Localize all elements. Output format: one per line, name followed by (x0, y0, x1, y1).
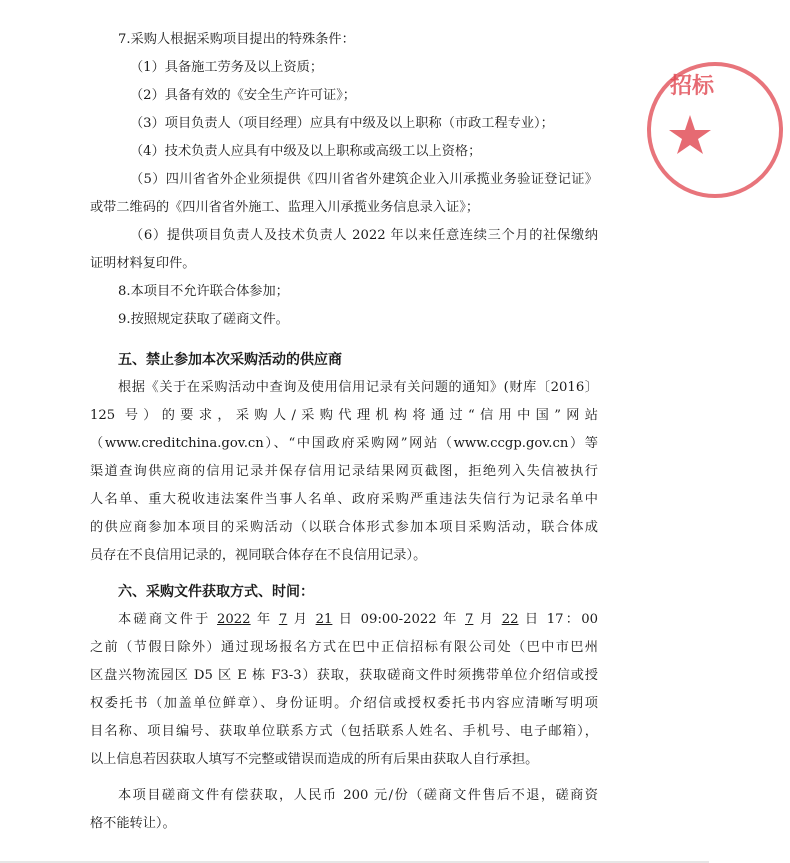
section-6-date-line (118, 610, 598, 630)
start-day: 21 (315, 612, 333, 627)
section-5-para-line-3: （www.creditchina.gov.cn）、“中国政府采购网”网站（www.ccgp.gov.cn）等 (90, 436, 598, 451)
section-6-para-line-5: 目名称、项目编号、获取单位联系方式（包括联系人姓名、手机号、电子邮箱）， (90, 724, 598, 739)
section-5-para-line-6: 的供应商参加本项目的采购活动（以联合体形式参加本项目采购活动，联合体成 (90, 520, 598, 535)
condition-7-5: （5）四川省省外企业须提供《四川省省外建筑企业入川承揽业务验证登记证》 (130, 172, 598, 187)
section-5-para-line-5: 人名单、重大税收违法案件当事人名单、政府采购严重违法失信行为记录名单中 (90, 492, 598, 507)
month-label: 月 (287, 612, 316, 627)
condition-7-5-cont: 或带二维码的《四川省省外施工、监理入川承揽业务信息录入证》； (90, 200, 480, 215)
section-5-para-line-1: 根据《关于在采购活动中查询及使用信用记录有关问题的通知》(财库〔2016〕 (118, 380, 598, 395)
condition-7-2: （2）具备有效的《安全生产许可证》； (130, 88, 356, 103)
condition-7-6: （6）提供项目负责人及技术负责人 2022 年以来任意连续三个月的社保缴纳 (130, 228, 598, 243)
start-month: 7 (278, 612, 288, 627)
end-month: 7 (465, 612, 474, 627)
section-6-fee-line-1: 本项目磋商文件有偿获取，人民币 200 元/份（磋商文件售后不退，磋商资 (118, 788, 598, 803)
section-5-para-line-4: 渠道查询供应商的信用记录并保存信用记录结果网页截图，拒绝列入失信被执行 (90, 464, 598, 479)
condition-7-1: （1）具备施工劳务及以上资质； (130, 60, 324, 75)
section-5-para-line-7: 员存在不良信用记录的，视同联合体存在不良信用记录）。 (90, 548, 427, 563)
month-label-2: 月 (473, 612, 502, 627)
time-range: 日 09:00-2022 年 (332, 612, 465, 627)
svg-text:招标: 招标 (670, 74, 715, 99)
section-6-heading: 六、采购文件获取方式、时间： (118, 584, 314, 600)
condition-7-6-cont: 证明材料复印件。 (90, 256, 196, 271)
section-6-para-line-6: 以上信息若因获取人填写不完整或错误而造成的所有后果由获取人自行承担。 (90, 752, 539, 767)
section-5-heading: 五、禁止参加本次采购活动的供应商 (118, 352, 342, 368)
condition-8: 8.本项目不允许联合体参加； (118, 284, 289, 299)
end-day: 22 (501, 612, 519, 627)
end-time: 日 17：00 (518, 612, 599, 627)
year-label: 年 (250, 612, 279, 627)
condition-7-4: （4）技术负责人应具有中级及以上职称或高级工以上资格； (130, 144, 482, 159)
section-6-para-line-4: 权委托书（加盖单位鲜章）、身份证明。介绍信或授权委托书内容应清晰写明项 (90, 696, 598, 711)
section-5-para-line-2: 125 号）的要求，采购人/采购代理机构将通过“信用中国”网站 (90, 408, 598, 423)
date-prefix: 本磋商文件于 (118, 612, 218, 627)
condition-7-3: （3）项目负责人（项目经理）应具有中级及以上职称（市政工程专业）； (130, 116, 554, 131)
section-6-para-line-2: 之前（节假日除外）通过现场报名方式在巴中正信招标有限公司处（巴中市巴州 (90, 640, 598, 655)
section-6-para-line-3: 区盘兴物流园区 D5 区 E 栋 F3-3）获取，获取磋商文件时须携带单位介绍信或授 (90, 668, 598, 683)
section-6-fee-line-2: 格不能转让）。 (90, 816, 176, 831)
start-year: 2022 (217, 612, 251, 627)
condition-9: 9.按照规定获取了磋商文件。 (118, 312, 289, 327)
seal-stamp (640, 55, 790, 205)
condition-7: 7.采购人根据采购项目提出的特殊条件： (118, 32, 355, 47)
